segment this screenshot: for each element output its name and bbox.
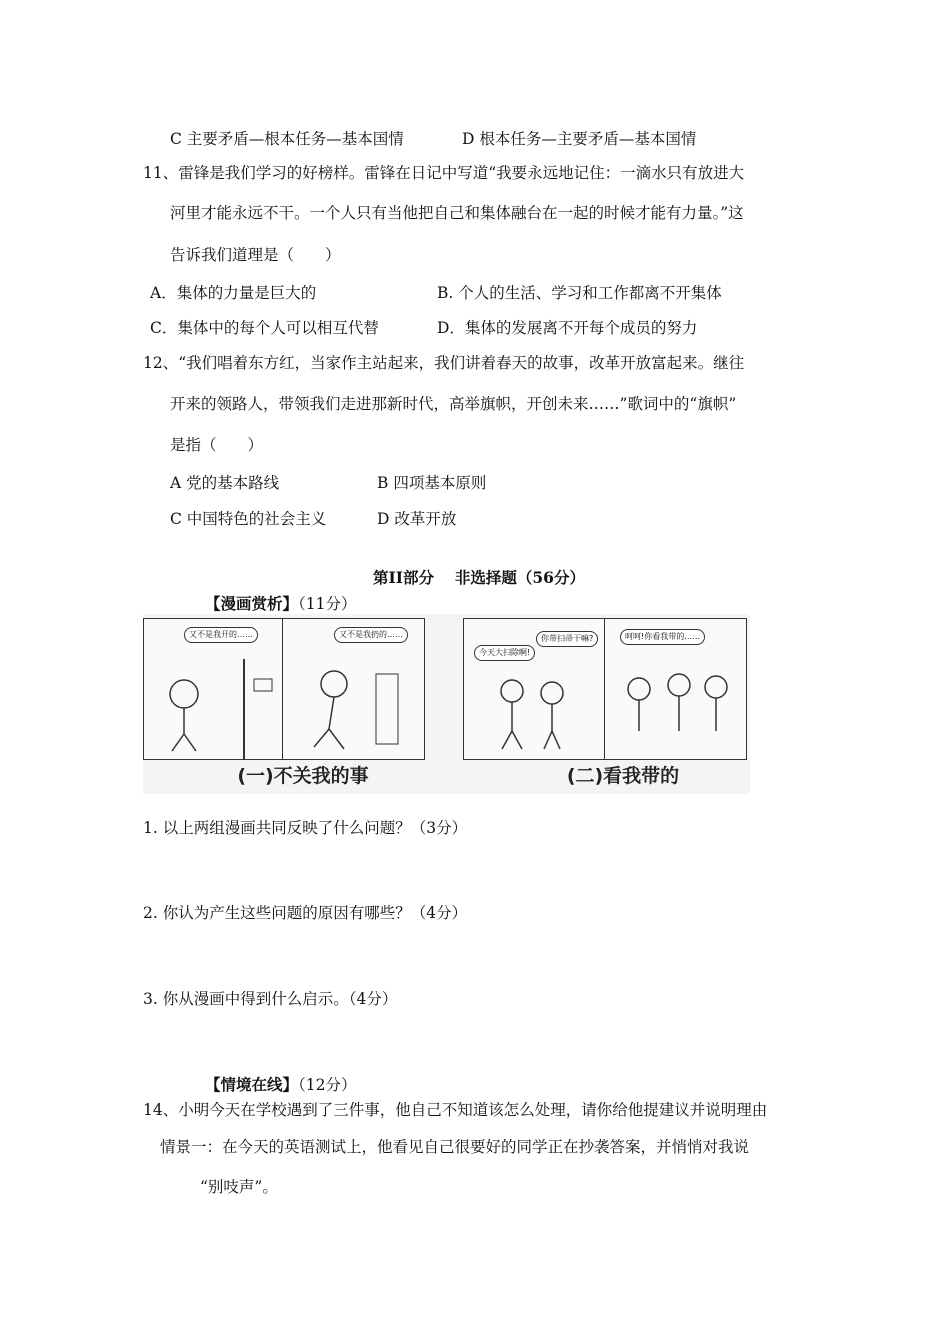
q11-option-a: A．集体的力量是巨大的: [150, 284, 317, 302]
q14-stem: 14、小明今天在学校遇到了三件事，他自己不知道该怎么处理，请你给他提建议并说明理由: [143, 1101, 768, 1119]
scene-heading-label: 【情境在线】: [205, 1075, 299, 1094]
q12-stem-line3: 是指（ ）: [170, 436, 264, 454]
comic-bubble-1: 又不是我开的……: [184, 627, 258, 643]
q12-stem-line2: 开来的领路人，带领我们走进那新时代，高举旗帜，开创未来……”歌词中的“旗帜”: [170, 395, 737, 413]
scene-section-heading: [205, 1075, 357, 1095]
scene-heading-score: （12分）: [298, 1076, 357, 1094]
q10-option-c: C 主要矛盾—根本任务—基本国情: [170, 130, 404, 148]
comic-illustration: [143, 614, 750, 794]
q12-stem-line1: 12、“我们唱着东方红，当家作主站起来，我们讲着春天的故事，改革开放富起来。继往: [143, 354, 745, 372]
comic-bubble-4: 你带扫帚干嘛?: [536, 631, 598, 647]
q12-option-d: D 改革开放: [377, 510, 457, 528]
comic-group-2: [463, 618, 747, 760]
comic-question-3: 3. 你从漫画中得到什么启示。（4分）: [143, 990, 398, 1008]
scene1-line2: “别吱声”。: [200, 1178, 278, 1196]
comic-heading-label: 【漫画赏析】: [205, 594, 299, 613]
comic-question-1: 1. 以上两组漫画共同反映了什么问题？（3分）: [143, 819, 468, 837]
comic-bubble-3: 今天大扫除啊!: [474, 645, 535, 661]
comic-group-1: [143, 618, 425, 760]
comic-bubble-2: 又不是我扔的……: [334, 627, 408, 643]
q11-option-c: C．集体中的每个人可以相互代替: [150, 319, 379, 337]
q11-stem-line1: 11、雷锋是我们学习的好榜样。雷锋在日记中写道“我要永远地记住：一滴水只有放进大: [143, 164, 745, 182]
q12-option-c: C 中国特色的社会主义: [170, 510, 327, 528]
q11-option-b: B. 个人的生活、学习和工作都离不开集体: [437, 284, 722, 302]
q11-stem-line3: 告诉我们道理是（ ）: [170, 246, 341, 264]
part2-title: 第II部分 非选择题（56分）: [373, 568, 585, 587]
comic-heading-score: （11分）: [298, 595, 357, 613]
q11-option-d: D．集体的发展离不开每个成员的努力: [437, 319, 698, 337]
comic-drawing-1: [144, 619, 424, 759]
q11-stem-line2: 河里才能永远不干。一个人只有当他把自己和集体融台在一起的时候才能有力量。”这: [170, 204, 744, 222]
comic-caption-2: (二)看我带的: [566, 765, 680, 787]
q10-option-d: D 根本任务—主要矛盾—基本国情: [462, 130, 697, 148]
q12-option-a: A 党的基本路线: [170, 474, 280, 492]
comic-caption-1: (一)不关我的事: [237, 765, 369, 787]
comic-question-2: 2. 你认为产生这些问题的原因有哪些？（4分）: [143, 904, 468, 922]
comic-section-heading: [205, 594, 357, 614]
scene1-line1: 情景一：在今天的英语测试上，他看见自己很要好的同学正在抄袭答案，并悄悄对我说: [160, 1138, 750, 1156]
comic-bubble-5: 呵呵!你看我带的……: [620, 629, 705, 645]
q12-option-b: B 四项基本原则: [377, 474, 487, 492]
comic-drawing-2: [464, 619, 746, 759]
